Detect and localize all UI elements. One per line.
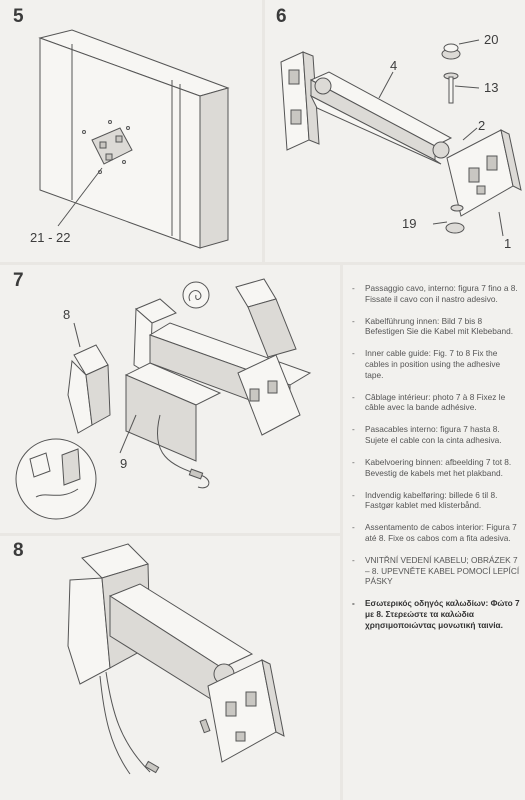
cable-cover-part-8 <box>68 345 110 433</box>
swing-arm <box>311 72 451 164</box>
instruction-dash: - <box>352 555 355 566</box>
instruction-text: VNITŘNÍ VEDENÍ KABELU; OBRÁZEK 7 – 8. UPEVNĚTE KABEL POMOCÍ LEPÍCÍ PÁSKY <box>365 555 520 587</box>
step-8-illustration <box>0 536 340 800</box>
callout-4: 4 <box>390 58 398 73</box>
part-20-cap <box>442 44 460 59</box>
step-number-8: 8 <box>13 540 24 561</box>
instruction-text: Assentamento de cabos interior: Figura 7 até 8. Fixe os cabos com a fita adesiva. <box>365 522 517 543</box>
instruction-text: Inner cable guide: Fig. 7 to 8 Fix the cables in position using the adhesive tape. <box>365 348 501 380</box>
instruction-text: Indvendig kabelføring: billede 6 til 8. Fastgør kablet med klisterbånd. <box>365 489 498 511</box>
instruction-danish <box>352 490 520 511</box>
callout-19: 19 <box>402 216 417 231</box>
instruction-dash: - <box>352 283 355 293</box>
callout-8: 8 <box>63 307 71 322</box>
step-number-5: 5 <box>13 6 24 27</box>
cable-1 <box>100 676 130 774</box>
tv-plate <box>447 130 521 216</box>
callout-1: 1 <box>504 236 512 251</box>
instruction-spanish <box>352 424 520 445</box>
cable-2 <box>106 672 150 772</box>
instruction-portuguese <box>352 522 520 543</box>
cable-tie-icon <box>183 282 209 308</box>
callout-2: 2 <box>478 118 486 133</box>
step-number-6: 6 <box>276 6 287 27</box>
instruction-dash: - <box>352 489 355 500</box>
instruction-dash: - <box>352 424 355 435</box>
instruction-italian <box>352 283 520 304</box>
instruction-text: Εσωτερικός οδηγός καλωδίων: Φώτο 7 με 8. Στερεώστε τα καλώδια χρησιμοποιώντας μονωτική ταινία. <box>365 598 520 630</box>
instruction-text: Câblage intérieur: photo 7 à 8 Fixez le câble avec la bande adhésive. <box>365 391 506 413</box>
part-19-washer <box>446 205 464 233</box>
instruction-dutch <box>352 457 520 478</box>
instruction-text: Kabelvoering binnen: afbeelding 7 tot 8. Bevestig de kabels met het plakband. <box>365 457 512 478</box>
instruction-dash: - <box>352 391 355 402</box>
instructions-list <box>352 283 520 642</box>
instruction-dash: - <box>352 348 355 359</box>
tv-side-face <box>200 88 228 248</box>
instruction-text: Passaggio cavo, interno: figura 7 fino a 8. Fissate il cavo con il nastro adesivo. <box>365 283 518 304</box>
arm-exploded <box>126 279 310 461</box>
callout-21-22: 21 - 22 <box>30 230 71 245</box>
instruction-dash: - <box>352 315 355 326</box>
instruction-french <box>352 392 520 413</box>
callout-9: 9 <box>120 456 128 471</box>
instruction-text: Pasacables interno: figura 7 hasta 8. Sujete el cable con la cinta adhesiva. <box>365 424 502 445</box>
instruction-german <box>352 316 520 337</box>
instruction-dash: - <box>352 598 355 609</box>
callout-13: 13 <box>484 80 499 95</box>
callout-20: 20 <box>484 32 499 47</box>
step-5-illustration <box>0 0 262 262</box>
instruction-dash: - <box>352 457 355 468</box>
step-number-7: 7 <box>13 270 24 291</box>
detail-circle <box>16 439 96 519</box>
instruction-greek <box>352 598 520 630</box>
instruction-czech <box>352 555 520 587</box>
instruction-dash: - <box>352 522 355 533</box>
instruction-text: Kabelführung innen: Bild 7 bis 8 Befestigen Sie die Kabel mit Klebeband. <box>365 315 514 337</box>
part-13-bolt <box>444 73 458 103</box>
step-7-illustration <box>0 265 340 533</box>
instruction-english <box>352 348 520 380</box>
